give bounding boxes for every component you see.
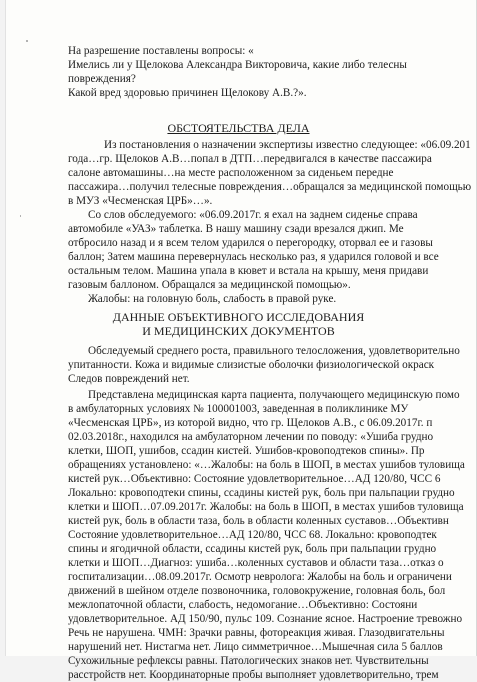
objective-line: Следов повреждений нет.	[68, 373, 190, 385]
question-1-line-1: Имелись ли у Щелокова Александра Викторовича, какие либо телесны	[68, 59, 407, 71]
circumstances-line: отбросило назад и я всем телом ударился о перегородку, оторвал ее и газовы	[68, 237, 433, 249]
objective-line: упитанности. Кожа и видимые слизистые оболочки физиологической окраск	[68, 359, 435, 371]
circumstances-line: года…гр. Щелоков А.В…попал в ДТП…передвигался в качестве пассажира	[68, 153, 432, 165]
circumstances-line: автомобиле «УАЗ» таблетка. В нашу машину сзади врезался джип. Ме	[68, 223, 404, 235]
scan-speck	[26, 40, 28, 42]
circumstances-heading: ОБСТОЯТЕЛЬСТВА ДЕЛА	[167, 121, 310, 135]
objective-line: спины и ягодичной области, ссадины кистей рук, боль при пальпации грудно	[68, 543, 437, 555]
circumstances-line: пассажира…получил телесные повреждения…обращался за медицинской помощью	[68, 181, 472, 193]
objective-line: 02.03.2018г., находился на амбулаторном лечении по поводу: «Ушиба грудно	[68, 431, 434, 443]
objective-line: кистей рук, боль в области таза, боль в области коленных суставов…Объективн	[68, 515, 449, 527]
question-2: Какой вред здоровью причинен Щелокову А.В.?».	[68, 87, 307, 99]
objective-line: в амбулаторных условиях № 100001003, заведенная в поликлинике МУ	[68, 403, 409, 415]
objective-line: межлопаточной области, слабость, недомогание…Объективно: Состояни	[68, 599, 418, 611]
questions-intro: На разрешение поставлены вопросы: «	[68, 45, 254, 57]
circumstances-line: Со слов обследуемого: «06.09.2017г. я ехал на заднем сиденье справа	[88, 209, 418, 221]
objective-line: Локально: кровоподтеки спины, ссадины кистей рук, боль при пальпации грудно	[68, 487, 455, 499]
objective-line: Обследуемый среднего роста, правильного телосложения, удовлетворительно	[88, 345, 460, 357]
objective-line: Состояние удовлетворительное…АД 120/80, ЧСС 68. Локально: кровоподтек	[68, 529, 437, 541]
objective-line: Представлена медицинская карта пациента, получающего медицинскую помо	[88, 389, 460, 401]
objective-heading-line-2: И МЕДИЦИНСКИХ ДОКУМЕНТОВ	[142, 324, 335, 338]
objective-line: нарушений нет. Нистагма нет. Лицо симметричное…Мышечная сила 5 баллов	[68, 641, 443, 653]
circumstances-line: Из постановления о назначении экспертизы известно следующее: «06.09.201	[104, 139, 471, 151]
circumstances-line: остальным телом. Машина упала в кювет и встала на крышу, меня придави	[68, 265, 429, 277]
objective-line: клетки, ШОП, ушибов, ссадин кистей. Ушибов-кровоподтеков спины». Пр	[68, 445, 425, 457]
objective-line: клетки и ШОП…Диагноз: ушиба…коленных суставов и области таза…отказ о	[68, 557, 444, 569]
circumstances-line: салоне автомашины…на месте расположенном за сиденьем передне	[68, 167, 394, 179]
objective-line: удовлетворительное. АД 150/90, пульс 109. Сознание ясное. Настроение тревожно	[68, 613, 463, 625]
objective-line: Сухожильные рефлексы равны. Патологических знаков нет. Чувствительны	[68, 655, 429, 667]
question-1-line-2: повреждения?	[68, 73, 136, 85]
objective-line: госпитализации…08.09.2017г. Осмотр невролога: Жалобы на боль и ограничени	[68, 571, 452, 583]
scan-speck	[20, 215, 21, 217]
complaints-line: Жалобы: на головную боль, слабость в правой руке.	[88, 293, 337, 305]
objective-line: кистей рук…Объективно: Состояние удовлетворительное…АД 120/80, ЧСС 6	[68, 473, 441, 485]
document-page	[6, 0, 477, 681]
objective-line: обращениях установлено: «…Жалобы: на боль в ШОП, в местах ушибов туловища	[68, 459, 465, 471]
objective-line: расстройств нет. Координаторные пробы выполняет удовлетворительно, трем	[68, 669, 439, 681]
objective-line: клетки и ШОП…07.09.2017г. Жалобы: на боль в ШОП, в местах ушибов туловища	[68, 501, 464, 513]
objective-line: «Чесменская ЦРБ», из которой видно, что гр. Щелоков А.В., с 06.09.2017г. п	[68, 417, 433, 429]
circumstances-line: в МУЗ «Чесменская ЦРБ»…».	[68, 195, 213, 207]
objective-heading-line-1: ДАННЫЕ ОБЪЕКТИВНОГО ИССЛЕДОВАНИЯ	[112, 310, 365, 324]
objective-line: Речь не нарушена. ЧМН: Зрачки равны, фотореакция живая. Глазодвигательны	[68, 627, 445, 639]
circumstances-line: баллон; Затем машина перевернулась несколько раз, я ударился головой и все	[68, 251, 439, 263]
objective-line: движений в шейном отделе позвоночника, головокружение, головная боль, бол	[68, 585, 446, 597]
circumstances-line: газовым баллоном. Обращался за медицинской помощью».	[68, 279, 351, 291]
